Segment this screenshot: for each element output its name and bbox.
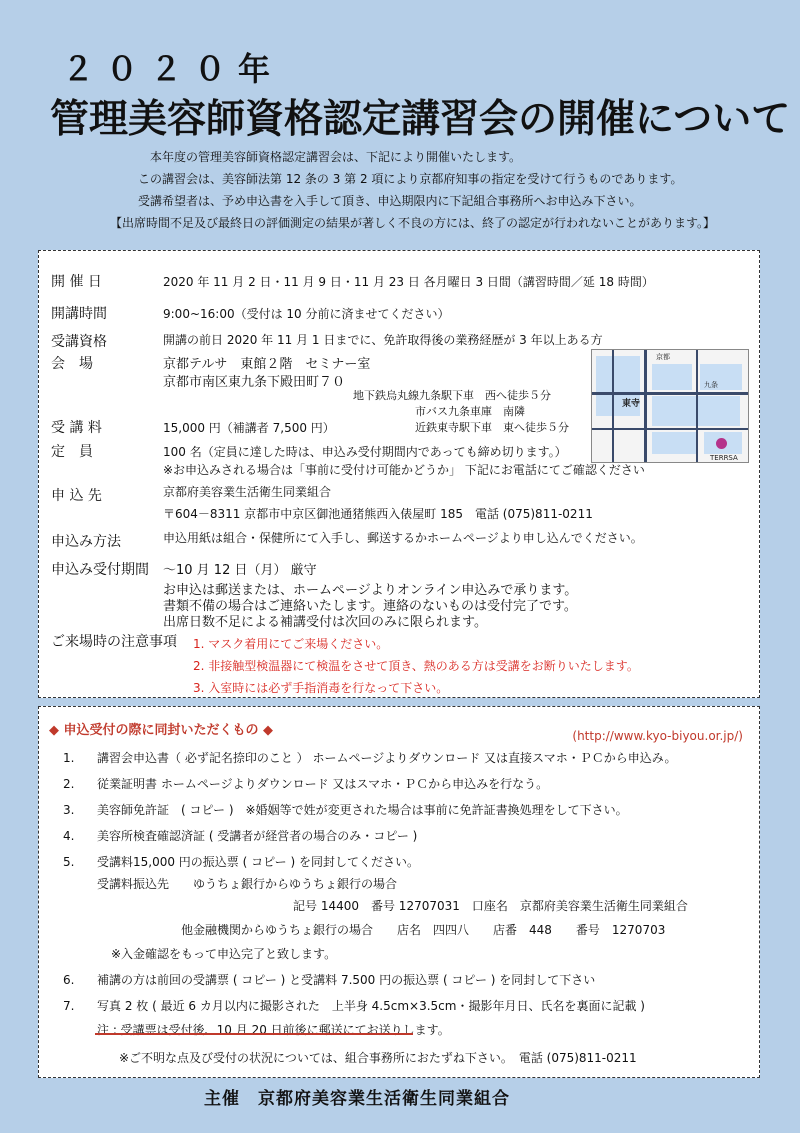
list-number: 2. <box>63 777 75 791</box>
capacity-label: 定 員 <box>51 444 93 460</box>
website-url[interactable]: (http://www.kyo-biyou.or.jp/) <box>572 729 743 743</box>
list-item <box>63 997 645 1014</box>
organizer: 主催 京都府美容業生活衛生同業組合 <box>204 1089 510 1109</box>
capacity-value: 100 名（定員に達した時は、申込み受付期間内であっても締め切ります。） <box>163 445 567 459</box>
method-value: 申込用紙は組合・保健所にて入手し、郵送するかホームページより申し込んでください。 <box>163 531 643 545</box>
qual-label: 受講資格 <box>51 334 107 350</box>
access-line: 地下鉄烏丸線九条駅下車 西へ徒歩５分 <box>353 389 551 402</box>
venue-map <box>591 349 749 463</box>
caution-item: 2. 非接触型検温器にて検温をさせて頂き、熱のある方は受講をお断りいたします。 <box>193 659 639 673</box>
details-box <box>38 250 760 698</box>
venue-marker-icon <box>716 438 727 449</box>
time-value: 9:00~16:00（受付は 10 分前に済ませてください） <box>163 307 450 321</box>
capacity-note: ※お申込みされる場合は「事前に受付け可能かどうか」 下記にお電話にてご確認ください <box>163 463 645 477</box>
date-value: 2020 年 11 月 2 日・11 月 9 日・11 月 23 日 各月曜日 3 日間（講習時間／延 18 時間） <box>163 275 654 289</box>
apply-to-name: 京都府美容業生活衛生同業組合 <box>163 485 332 499</box>
list-number: 4. <box>63 829 75 843</box>
intro-line: 本年度の管理美容師資格認定講習会は、下記により開催いたします。 <box>150 150 522 164</box>
access-line: 近鉄東寺駅下車 東へ徒歩５分 <box>415 421 569 434</box>
date-label: 開 催 日 <box>51 274 102 290</box>
list-text: 写真 2 枚 ( 最近 6 カ月以内に撮影された 上半身 4.5cm×3.5cm・撮影年月日、氏名を裏面に記載 ) <box>97 999 645 1013</box>
access-line: 市バス九条車庫 南隣 <box>415 405 525 418</box>
map-label: 京都 <box>656 353 670 361</box>
intro-line: この講習会は、美容師法第 12 条の 3 第 2 項により京都府知事の指定を受けて行うものであります。 <box>138 172 683 186</box>
venue-name: 京都テルサ 東館２階 セミナー室 <box>163 357 371 372</box>
transfer-line: 記号 14400 番号 12707031 口座名 京都府美容業生活衛生同業組合 <box>293 899 688 913</box>
list-text: 美容所検査確認済証 ( 受講者が経営者の場合のみ・コピー ) <box>97 829 418 843</box>
list-number: 1. <box>63 751 75 765</box>
intro-line: 【出席時間不足及び最終日の評価測定の結果が著しく不良の方には、終了の認定が行われないことがあります。】 <box>110 216 716 230</box>
fee-label: 受 講 料 <box>51 420 102 436</box>
period-label: 申込み受付期間 <box>51 562 149 578</box>
list-item <box>63 749 677 766</box>
list-item <box>63 853 419 870</box>
venue-label: 会 場 <box>51 356 93 372</box>
note-underline <box>95 1033 413 1035</box>
period-note: 出席日数不足による補講受付は次回のみに限られます。 <box>163 615 487 630</box>
period-note: 書類不備の場合はご連絡いたします。連絡のないものは受付完了です。 <box>163 599 577 614</box>
mailing-note: 注 : 受講票は受付後、10 月 20 日前後に郵送にてお送りします。 <box>97 1023 450 1037</box>
qual-value: 開講の前日 2020 年 11 月 1 日までに、免許取得後の業務経歴が 3 年以上ある方 <box>163 333 603 347</box>
fee-value: 15,000 円（補講者 7,500 円） <box>163 421 335 435</box>
contact-note: ※ご不明な点及び受付の状況については、組合事務所におたずね下さい。 電話 (075)811-0211 <box>119 1051 637 1065</box>
list-item <box>63 775 548 792</box>
list-item <box>63 801 628 818</box>
intro-line: 受講希望者は、予め申込書を入手して頂き、申込期限内に下記組合事務所へお申込み下さい。 <box>138 194 642 208</box>
enclosures-heading: ◆ 申込受付の際に同封いただくもの ◆ <box>49 723 274 738</box>
list-number: 7. <box>63 999 75 1013</box>
enclosures-box <box>38 706 760 1078</box>
apply-to-label: 申 込 先 <box>51 488 102 504</box>
transfer-note: ※入金確認をもって申込完了と致します。 <box>111 947 337 961</box>
list-number: 6. <box>63 973 75 987</box>
year-heading: ２０２０年 <box>62 50 283 88</box>
transfer-line: 他金融機関からゆうちょ銀行の場合 店名 四四八 店番 448 番号 1270703 <box>181 923 666 937</box>
period-value: ～10 月 12 日（月） 厳守 <box>163 563 317 578</box>
method-label: 申込み方法 <box>51 534 121 550</box>
list-item <box>63 971 595 988</box>
time-label: 開講時間 <box>51 306 107 322</box>
map-label: 九条 <box>704 381 718 389</box>
period-note: お申込は郵送または、ホームページよりオンライン申込みで承ります。 <box>163 583 578 598</box>
list-text: 従業証明書 ホームページよりダウンロード 又はスマホ・ＰＣから申込みを行なう。 <box>97 777 549 791</box>
venue-address: 京都市南区東九条下殿田町７０ <box>163 375 346 390</box>
map-label: 東寺 <box>622 399 641 409</box>
list-text: 受講料15,000 円の振込票 ( コピー ) を同封してください。 <box>97 855 419 869</box>
transfer-label: 受講料振込先 ゆうちょ銀行からゆうちょ銀行の場合 <box>97 877 398 891</box>
list-item <box>63 827 417 844</box>
apply-to-address: 〒604－8311 京都市中京区御池通猪熊西入俵屋町 185 電話 (075)811-0211 <box>163 507 593 521</box>
page-title: 管理美容師資格認定講習会の開催について <box>50 96 791 142</box>
list-text: 講習会申込書（ 必ず記名捺印のこと ） ホームページよりダウンロード 又は直接スマホ・ＰＣから申込み。 <box>97 751 677 765</box>
list-number: 5. <box>63 855 75 869</box>
caution-item: 1. マスク着用にてご来場ください。 <box>193 637 389 651</box>
list-text: 美容師免許証 ( コピー ) ※婚姻等で姓が変更された場合は事前に免許証書換処理をして下さい。 <box>97 803 628 817</box>
map-label: TERRSA <box>710 454 738 462</box>
intro-text <box>110 146 790 234</box>
list-number: 3. <box>63 803 75 817</box>
list-text: 補講の方は前回の受講票 ( コピー ) と受講料 7.500 円の振込票 ( コピー ) を同封して下さい <box>97 973 596 987</box>
caution-label: ご来場時の注意事項 <box>51 634 177 650</box>
caution-item: 3. 入室時には必ず手指消毒を行なって下さい。 <box>193 681 449 695</box>
